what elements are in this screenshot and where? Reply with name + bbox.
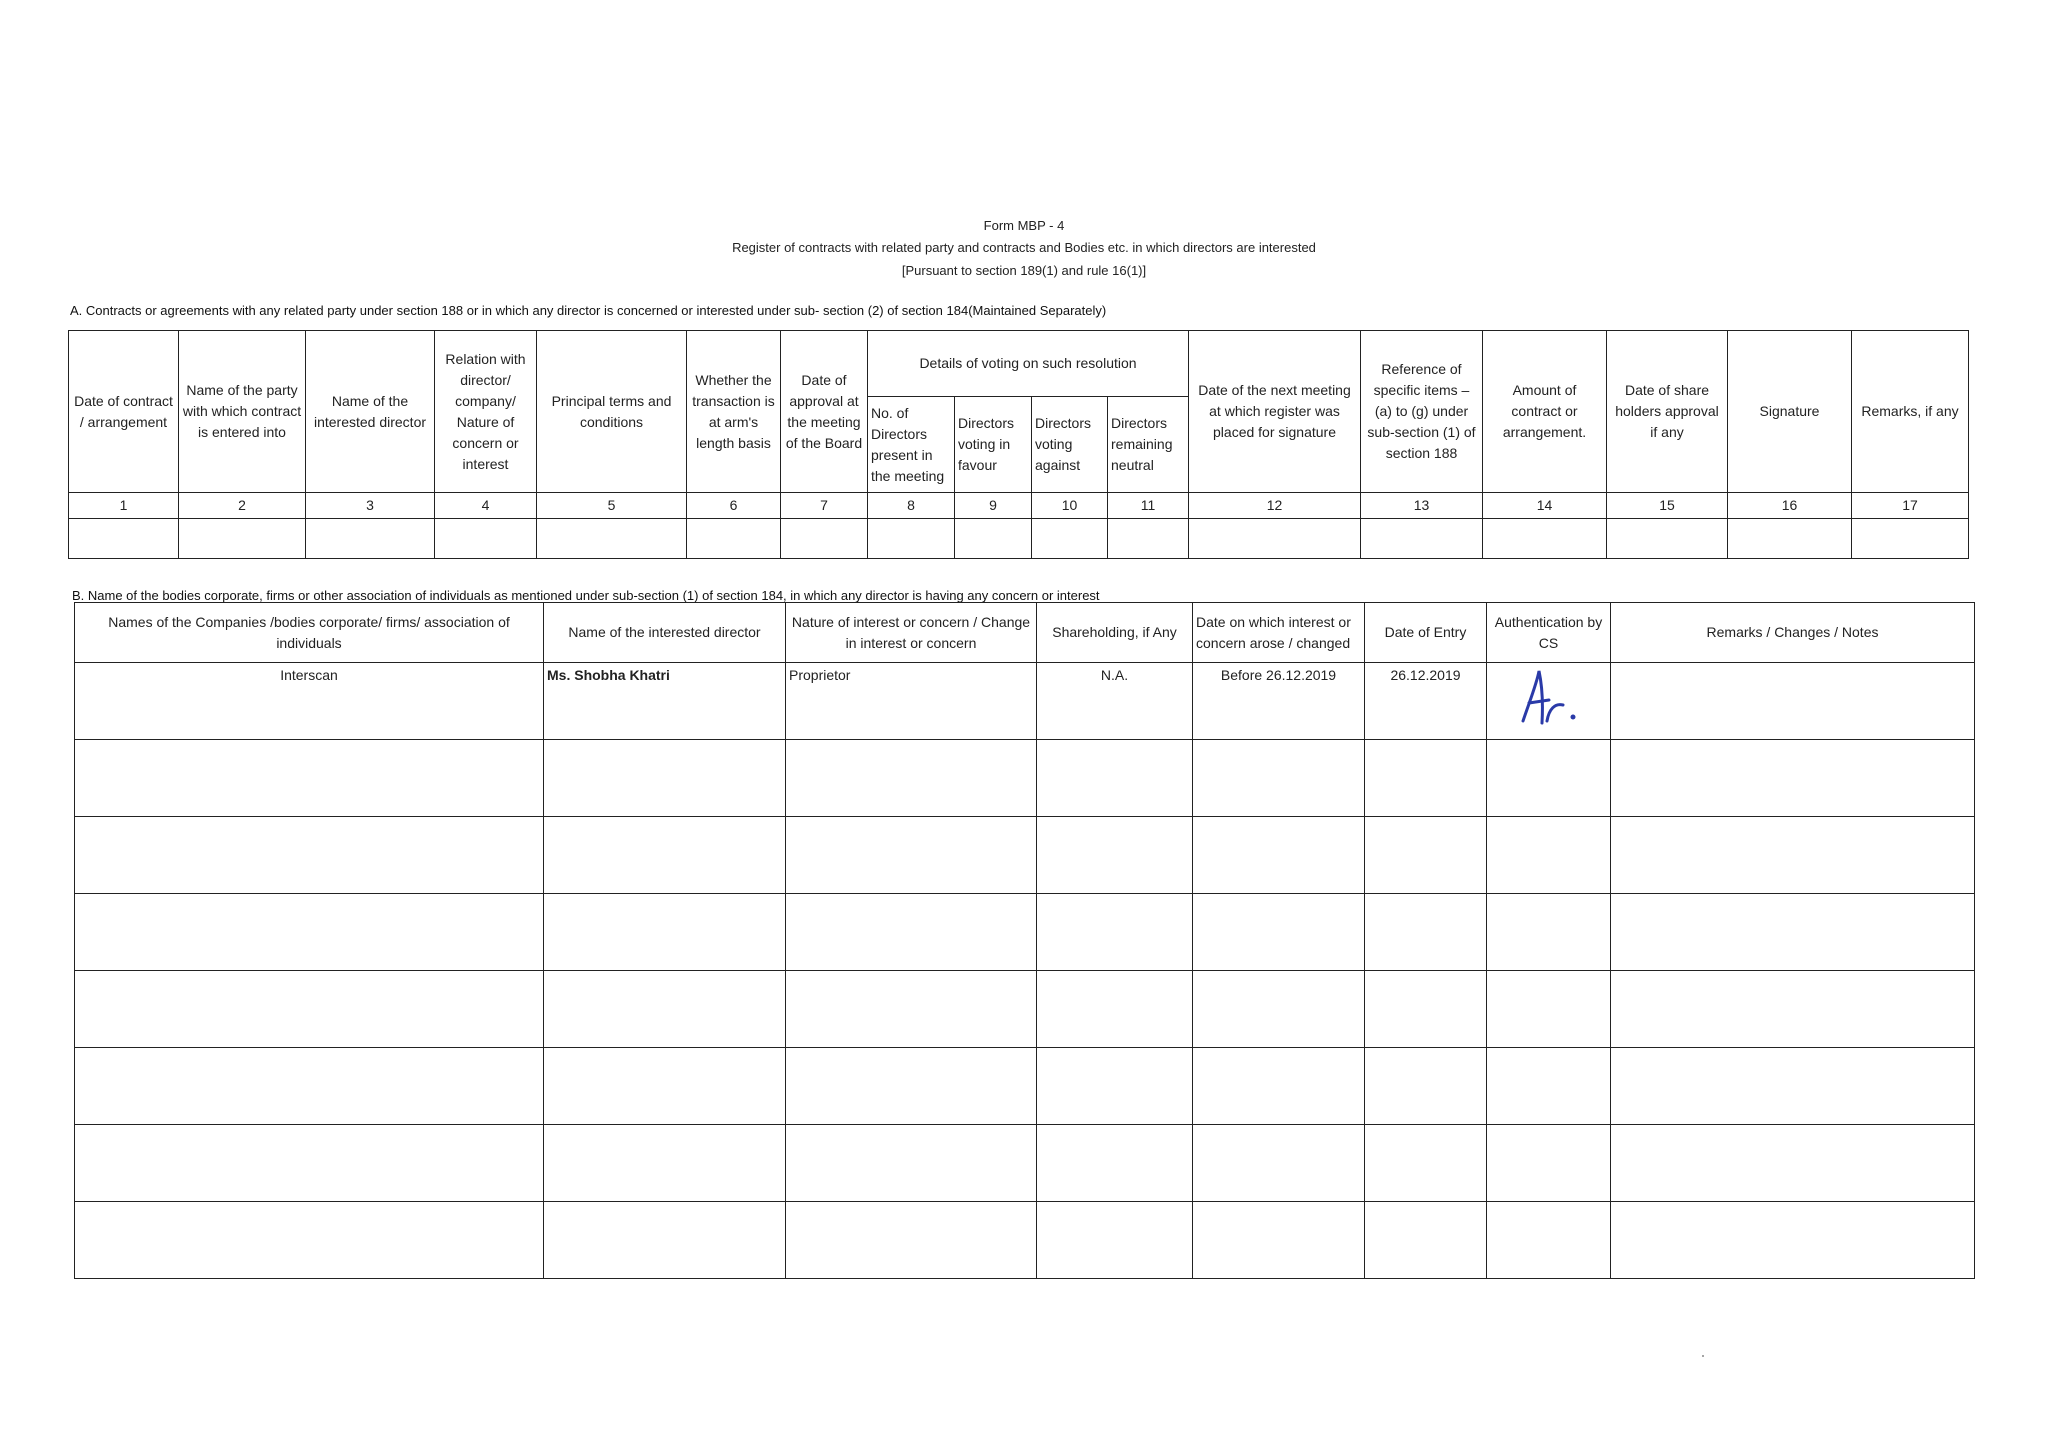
table-row (75, 1048, 1975, 1125)
section-a-table (68, 330, 1969, 559)
empty-cell (306, 519, 435, 559)
column-number: 14 (1483, 493, 1607, 519)
column-number: 6 (687, 493, 781, 519)
cell-nature: Proprietor (786, 663, 1037, 740)
header-remaining-neutral: Directors remaining neutral (1108, 397, 1189, 493)
header-shareholding: Shareholding, if Any (1037, 603, 1193, 663)
empty-cell (781, 519, 868, 559)
table-row (75, 1202, 1975, 1279)
column-number: 15 (1607, 493, 1728, 519)
header-remarks-notes: Remarks / Changes / Notes (1611, 603, 1975, 663)
header-next-meeting: Date of the next meeting at which register was placed for signature (1189, 331, 1361, 493)
column-number: 10 (1032, 493, 1108, 519)
table-row (75, 1125, 1975, 1202)
header-principal-terms: Principal terms and conditions (537, 331, 687, 493)
cell-director: Ms. Shobha Khatri (544, 663, 786, 740)
header-interested-director: Name of the interested director (306, 331, 435, 493)
header-voting-favour: Directors voting in favour (955, 397, 1032, 493)
section-a-title: A. Contracts or agreements with any related party under section 188 or in which any director is concerned or interested under sub- section (2) of section 184(Maintained Separately) (70, 303, 1107, 318)
handwritten-initials-icon (1509, 665, 1589, 731)
empty-cell (1852, 519, 1969, 559)
form-title: Register of contracts with related party and contracts and Bodies etc. in which directors are interested (732, 240, 1316, 255)
header-amount: Amount of contract or arrangement. (1483, 331, 1607, 493)
section-b-table (74, 602, 1975, 1279)
header-relation: Relation with director/ company/ Nature of concern or interest (435, 331, 537, 493)
header-voting-details: Details of voting on such resolution (868, 331, 1189, 397)
section-a-empty-row (69, 519, 1969, 559)
cell-date-arose: Before 26.12.2019 (1193, 663, 1365, 740)
cell-company: Interscan (75, 663, 544, 740)
table-row (75, 894, 1975, 971)
empty-cell (537, 519, 687, 559)
column-number: 1 (69, 493, 179, 519)
column-number: 12 (1189, 493, 1361, 519)
column-number: 8 (868, 493, 955, 519)
form-number: Form MBP - 4 (983, 218, 1065, 233)
header-reference-items: Reference of specific items – (a) to (g) under sub-section (1) of section 188 (1361, 331, 1483, 493)
table-row (75, 971, 1975, 1048)
empty-cell (687, 519, 781, 559)
column-number: 11 (1108, 493, 1189, 519)
empty-cell (1108, 519, 1189, 559)
header-date-of-entry: Date of Entry (1365, 603, 1487, 663)
header-interested-director: Name of the interested director (544, 603, 786, 663)
cell-remarks (1611, 663, 1975, 740)
empty-cell (179, 519, 306, 559)
column-number: 17 (1852, 493, 1969, 519)
form-pursuant: [Pursuant to section 189(1) and rule 16(1)] (901, 263, 1147, 278)
cell-shareholding: N.A. (1037, 663, 1193, 740)
header-signature: Signature (1728, 331, 1852, 493)
cell-date-entry: 26.12.2019 (1365, 663, 1487, 740)
header-date-of-approval: Date of approval at the meeting of the Board (781, 331, 868, 493)
header-voting-against: Directors voting against (1032, 397, 1108, 493)
header-name-of-party: Name of the party with which contract is entered into (179, 331, 306, 493)
scan-speck (1702, 1355, 1704, 1357)
header-date-arose: Date on which interest or concern arose / changed (1193, 603, 1365, 663)
header-authentication: Authentication by CS (1487, 603, 1611, 663)
column-number: 16 (1728, 493, 1852, 519)
header-shareholders-approval: Date of share holders approval if any (1607, 331, 1728, 493)
header-nature-of-interest: Nature of interest or concern / Change in interest or concern (786, 603, 1037, 663)
empty-cell (1728, 519, 1852, 559)
cell-authentication (1487, 663, 1611, 740)
header-arms-length: Whether the transaction is at arm's length basis (687, 331, 781, 493)
table-row (75, 817, 1975, 894)
column-number: 7 (781, 493, 868, 519)
header-date-of-contract: Date of contract / arrangement (69, 331, 179, 493)
column-number: 13 (1361, 493, 1483, 519)
column-number: 9 (955, 493, 1032, 519)
table-row (75, 740, 1975, 817)
table-row (75, 663, 1975, 740)
empty-cell (69, 519, 179, 559)
section-b-title: B. Name of the bodies corporate, firms or other association of individuals as mentioned under sub-section (1) of section 184, in which any director is having any concern or interest (72, 588, 1100, 603)
empty-cell (1361, 519, 1483, 559)
empty-cell (1483, 519, 1607, 559)
column-number: 4 (435, 493, 537, 519)
empty-cell (1032, 519, 1108, 559)
header-directors-present: No. of Directors present in the meeting (868, 397, 955, 493)
empty-cell (1189, 519, 1361, 559)
empty-cell (1607, 519, 1728, 559)
column-number-row (69, 493, 1969, 519)
header-remarks: Remarks, if any (1852, 331, 1969, 493)
header-company-names: Names of the Companies /bodies corporate/ firms/ association of individuals (75, 603, 544, 663)
column-number: 5 (537, 493, 687, 519)
column-number: 2 (179, 493, 306, 519)
column-number: 3 (306, 493, 435, 519)
empty-cell (868, 519, 955, 559)
empty-cell (955, 519, 1032, 559)
empty-cell (435, 519, 537, 559)
